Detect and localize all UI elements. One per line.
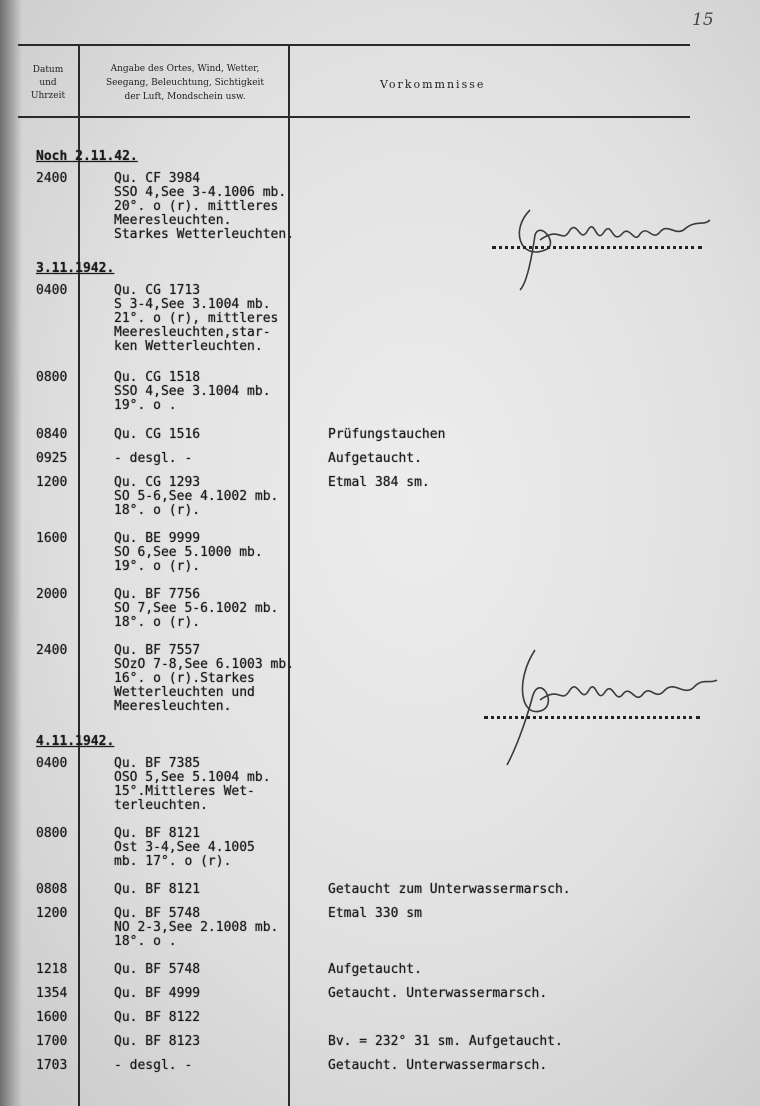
signature-1-dots: [492, 246, 702, 249]
entry-position-weather-line: Qu. BF 8123: [114, 1034, 201, 1049]
column-divider-2: [288, 44, 290, 1106]
entry-position-weather-line: Qu. BF 7756: [114, 587, 201, 602]
entry-time: 1218: [36, 962, 68, 977]
date-heading: Noch 2.11.42.: [36, 149, 138, 164]
entry-time: 0400: [36, 756, 68, 771]
entry-event: Etmal 330 sm: [328, 906, 422, 921]
entry-position-weather-line: 19°. o .: [114, 398, 177, 413]
entry-position-weather-line: terleuchten.: [114, 798, 208, 813]
entry-time: 2400: [36, 643, 68, 658]
signature-2-dots: [484, 716, 700, 719]
entry-position-weather-line: Starkes Wetterleuchten.: [114, 227, 295, 242]
entry-position-weather-line: SO 6,See 5.1000 mb.: [114, 545, 263, 560]
entry-position-weather-line: Meeresleuchten,star-: [114, 325, 271, 340]
entry-position-weather-line: - desgl. -: [114, 451, 193, 466]
header-date-time: Datum und Uhrzeit: [30, 65, 66, 101]
entry-position-weather-line: SSO 4,See 3.1004 mb.: [114, 384, 271, 399]
header-events: Vorkommnisse: [380, 78, 486, 91]
entry-event: Aufgetaucht.: [328, 962, 422, 977]
entry-position-weather-line: Qu. CG 1516: [114, 427, 201, 442]
entry-position-weather-line: 20°. o (r). mittleres: [114, 199, 279, 214]
entry-event: Bv. = 232° 31 sm. Aufgetaucht.: [328, 1034, 563, 1049]
top-rule: [18, 44, 690, 46]
entry-position-weather-line: SSO 4,See 3-4.1006 mb.: [114, 185, 287, 200]
entry-event: Etmal 384 sm.: [328, 475, 430, 490]
entry-time: 0400: [36, 283, 68, 298]
entry-position-weather-line: SO 7,See 5-6.1002 mb.: [114, 601, 279, 616]
entry-event: Getaucht. Unterwassermarsch.: [328, 986, 548, 1001]
entry-time: 1200: [36, 906, 68, 921]
signature-2: [495, 640, 725, 770]
entry-time: 1600: [36, 531, 68, 546]
entry-position-weather-line: SOzO 7-8,See 6.1003 mb.: [114, 657, 295, 672]
page-number: 15: [692, 10, 714, 30]
signature-1: [500, 190, 720, 300]
entry-position-weather-line: 18°. o (r).: [114, 615, 201, 630]
date-heading: 3.11.1942.: [36, 261, 115, 276]
header-bottom-rule: [18, 116, 690, 118]
entry-position-weather-line: Qu. BF 7385: [114, 756, 201, 771]
entry-event: Aufgetaucht.: [328, 451, 422, 466]
entry-position-weather-line: 16°. o (r).Starkes: [114, 671, 255, 686]
page-edge-shadow: [0, 0, 22, 1106]
entry-position-weather-line: 18°. o .: [114, 934, 177, 949]
entry-event: Getaucht zum Unterwassermarsch.: [328, 882, 571, 897]
entry-position-weather-line: Qu. CG 1518: [114, 370, 201, 385]
entry-position-weather-line: Qu. BF 7557: [114, 643, 201, 658]
entry-time: 0808: [36, 882, 68, 897]
entry-position-weather-line: OSO 5,See 5.1004 mb.: [114, 770, 271, 785]
entry-position-weather-line: Qu. BE 9999: [114, 531, 201, 546]
entry-position-weather-line: SO 5-6,See 4.1002 mb.: [114, 489, 279, 504]
entry-time: 2400: [36, 171, 68, 186]
entry-position-weather-line: 15°.Mittleres Wet-: [114, 784, 255, 799]
entry-time: 0800: [36, 826, 68, 841]
entry-position-weather-line: 18°. o (r).: [114, 503, 201, 518]
entry-position-weather-line: Qu. BF 5748: [114, 906, 201, 921]
header-location-weather: Angabe des Ortes, Wind, Wetter, Seegang, Beleuchtung, Sichtigkeit der Luft, Mondschein usw.: [105, 64, 265, 102]
entry-position-weather-line: Meeresleuchten.: [114, 699, 232, 714]
entry-time: 1354: [36, 986, 68, 1001]
entry-position-weather-line: Qu. BF 5748: [114, 962, 201, 977]
entry-time: 1600: [36, 1010, 68, 1025]
entry-position-weather-line: Qu. CG 1713: [114, 283, 201, 298]
entry-position-weather-line: 19°. o (r).: [114, 559, 201, 574]
entry-position-weather-line: mb. 17°. o (r).: [114, 854, 232, 869]
entry-event: Prüfungstauchen: [328, 427, 446, 442]
entry-position-weather-line: - desgl. -: [114, 1058, 193, 1073]
entry-position-weather-line: Qu. BF 8121: [114, 826, 201, 841]
entry-position-weather-line: Meeresleuchten.: [114, 213, 232, 228]
column-divider-1: [78, 44, 80, 1106]
entry-position-weather-line: 21°. o (r), mittleres: [114, 311, 279, 326]
entry-position-weather-line: Qu. CF 3984: [114, 171, 201, 186]
entry-position-weather-line: ken Wetterleuchten.: [114, 339, 263, 354]
entry-position-weather-line: Qu. BF 8122: [114, 1010, 201, 1025]
entry-position-weather-line: NO 2-3,See 2.1008 mb.: [114, 920, 279, 935]
entry-event: Getaucht. Unterwassermarsch.: [328, 1058, 548, 1073]
entry-position-weather-line: Ost 3-4,See 4.1005: [114, 840, 255, 855]
entry-time: 1700: [36, 1034, 68, 1049]
entry-time: 0925: [36, 451, 68, 466]
entry-time: 1703: [36, 1058, 68, 1073]
entry-position-weather-line: Qu. BF 8121: [114, 882, 201, 897]
entry-position-weather-line: Wetterleuchten und: [114, 685, 255, 700]
entry-time: 0800: [36, 370, 68, 385]
entry-time: 1200: [36, 475, 68, 490]
entry-position-weather-line: Qu. CG 1293: [114, 475, 201, 490]
entry-position-weather-line: Qu. BF 4999: [114, 986, 201, 1001]
entry-time: 0840: [36, 427, 68, 442]
entry-time: 2000: [36, 587, 68, 602]
entry-position-weather-line: S 3-4,See 3.1004 mb.: [114, 297, 271, 312]
date-heading: 4.11.1942.: [36, 734, 115, 749]
